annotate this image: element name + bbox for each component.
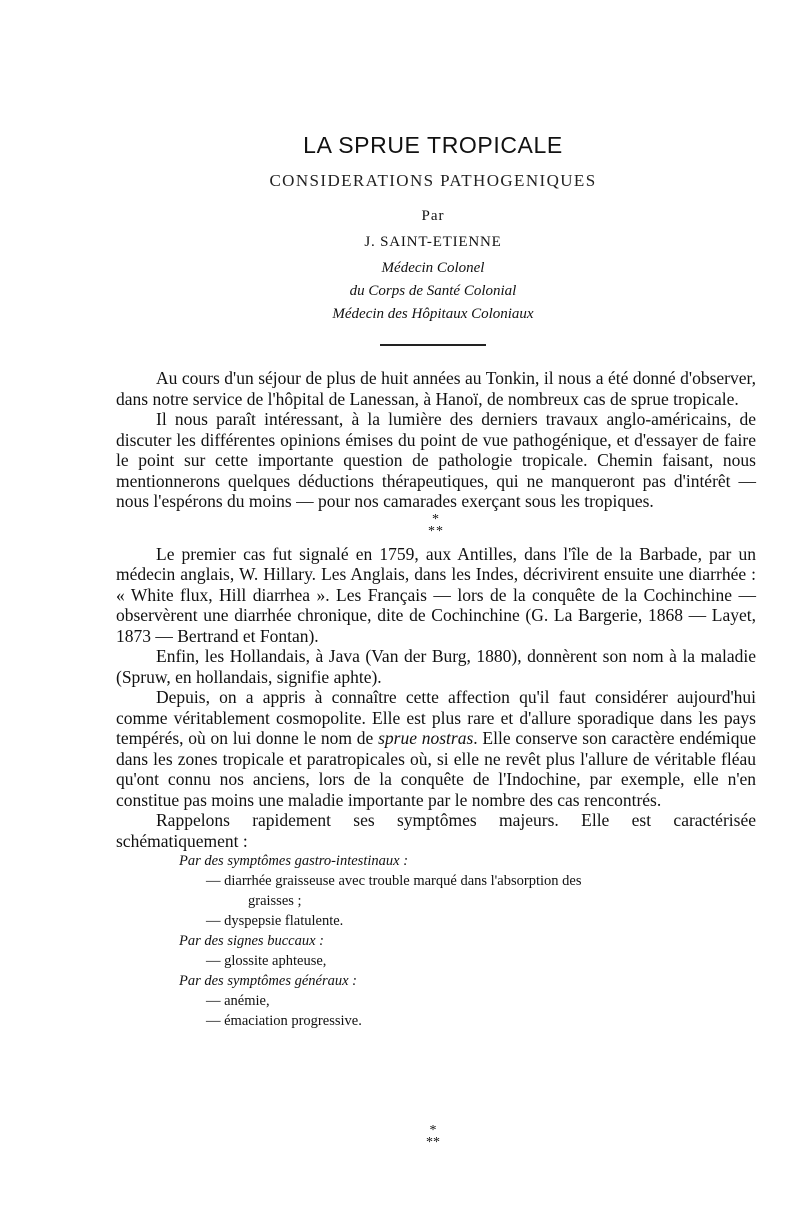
paragraph-text: . Elle conserve son caractère endémique dans les zones tropicale et paratropicales où, si elle ne revêt plus l'allure de véritable fléau qu'ont connu nos anciens, lors de la conquête de l'Indochine, par exemple, elle n'en constitue pas moins une maladie importante par le nombre des cas rencontrés. (116, 728, 757, 810)
title-divider (380, 344, 486, 346)
separator-star: * (432, 511, 440, 527)
paragraph: Enfin, les Hollandais, à Java (Van der Burg, 1880), donnèrent son nom à la maladie (Spruw, en hollandais, signifie aphte). (116, 646, 756, 687)
byline-label: Par (421, 208, 445, 224)
separator-star: ** (428, 523, 444, 539)
separator-star: ** (426, 1135, 440, 1150)
affiliation-line: du Corps de Santé Colonial (349, 283, 517, 299)
paragraph-text: Depuis, on a appris à connaître cette affection qu'il faut considérer aujourd'hui comme véritablement cosmopolite. Elle est plus rare et d'allure sporadique dans les pays tempérés, où on lui donne le nom de (116, 687, 756, 748)
symptom-group-heading: Par des signes buccaux : (179, 933, 324, 949)
affiliation-line: Médecin Colonel (381, 260, 485, 276)
symptom-group-heading: Par des symptômes généraux : (179, 973, 357, 989)
symptom-item-continuation: graisses ; (248, 893, 302, 909)
paragraph: Il nous paraît intéressant, à la lumière des derniers travaux anglo-américains, de discuter les différentes opinions émises du point de vue pathogénique, et d'essayer de faire le point sur cette importante question de pathologie tropicale. Chemin faisant, nous mentionnerons quelques déductions thérapeutiques, qui ne manqueront pas d'intérêt — nous l'espérons du moins — pour nos camarades exerçant sous les tropiques. (116, 409, 756, 511)
symptom-group-heading: Par des symptômes gastro-intestinaux : (179, 853, 409, 869)
section-separator (116, 512, 756, 544)
symptom-list (116, 851, 756, 1031)
symptom-item: — glossite aphteuse, (206, 953, 327, 969)
author-name: J. SAINT-ETIENNE (364, 234, 502, 250)
paragraph: Au cours d'un séjour de plus de huit années au Tonkin, il nous a été donné d'observer, dans notre service de l'hôpital de Lanessan, à Hanoï, de nombreux cas de sprue tropicale. (116, 368, 756, 409)
section-separator (0, 1125, 800, 1149)
symptom-item: — anémie, (206, 993, 270, 1009)
paragraph: Rappelons rapidement ses symptômes majeurs. Elle est caractérisée schématiquement : (116, 810, 756, 851)
symptom-item: — dyspepsie flatulente. (206, 913, 344, 929)
term-sprue-nostras: sprue nostras (378, 728, 474, 748)
separator-star: * (429, 1123, 437, 1138)
symptom-item: — diarrhée graisseuse avec trouble marqué dans l'absorption des (206, 873, 582, 889)
paragraph: Le premier cas fut signalé en 1759, aux Antilles, dans l'île de la Barbade, par un médecin anglais, W. Hillary. Les Anglais, dans les Indes, décrivirent ensuite une diarrhée : « White flux, Hill diarrhea ». Les Français — lors de la conquête de la Cochinchine — observèrent une diarrhée chronique, dite de Cochinchine (G. La Bargerie, 1868 — Layet, 1873 — Bertrand et Fontan). (116, 543, 756, 646)
symptom-item: — émaciation progressive. (206, 1013, 362, 1029)
article-title: LA SPRUE TROPICALE (303, 132, 563, 158)
article-body (116, 368, 756, 1031)
paragraph (116, 687, 756, 810)
affiliation-line: Médecin des Hôpitaux Coloniaux (332, 306, 534, 322)
article-subtitle: CONSIDERATIONS PATHOGENIQUES (269, 171, 597, 190)
